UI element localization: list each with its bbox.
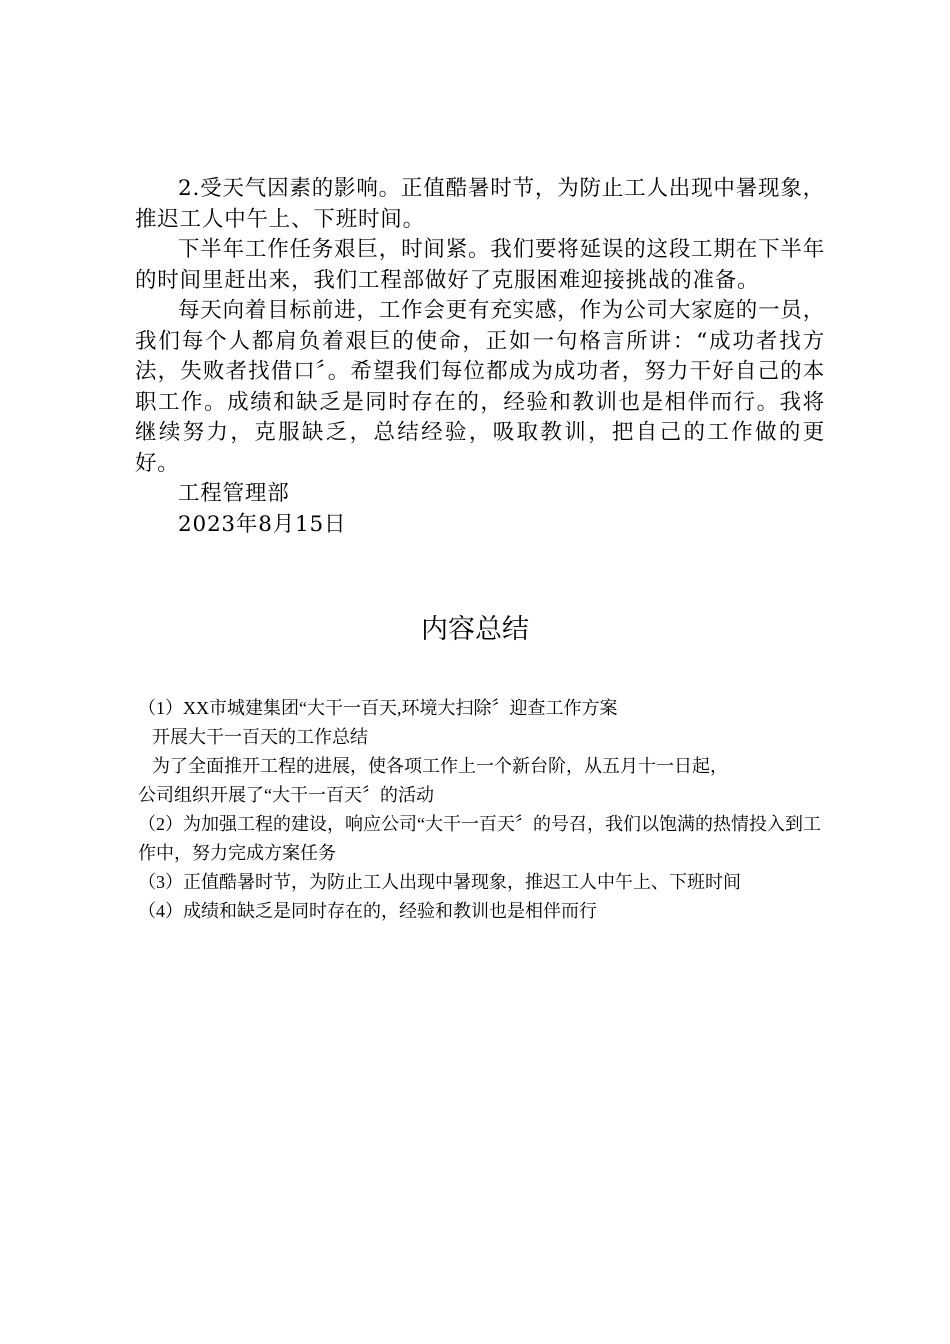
- signature-date: 2023年8月15日: [178, 511, 347, 537]
- summary-item-1-subtitle: 开展大干一百天的工作总结: [152, 727, 368, 747]
- paragraph-weather: 2.受天气因素的影响。正值酷暑时节，为防止工人出现中暑现象，推迟工人中午上、下班时间。: [135, 176, 825, 232]
- paragraph-second-half-plan: 下半年工作任务艰巨，时间紧。我们要将延误的这段工期在下半年的时间里赶出来，我们工程部做好了克服困难迎接挑战的准备。: [135, 237, 825, 293]
- report-body: [135, 174, 825, 540]
- summary-item-3: （3）正值酷暑时节，为防止工人出现中暑现象，推迟工人中午上、下班时间: [138, 872, 741, 892]
- summary-item-1-detail: 为了全面推开工程的进展，使各项工作上一个新台阶，从五月十一日起，: [152, 756, 728, 776]
- paragraph-closing: 每天向着目标前进，工作会更有充实感，作为公司大家庭的一员，我们每个人都肩负着艰巨的使命，正如一句格言所讲：“成功者找方法，失败者找借口〞。希望我们每位都成为成功者，努力干好自己的本职工作。成绩和缺乏是同时存在的，经验和教训也是相伴而行。我将继续努力，克服缺乏，总结经验，吸取教训，把自己的工作做的更好。: [135, 298, 825, 476]
- summary-item-4: （4）成绩和缺乏是同时存在的，经验和教训也是相伴而行: [138, 901, 597, 921]
- summary-item-1: （1）XX市城建集团“大干一百天,环境大扫除〞迎查工作方案: [138, 698, 618, 718]
- summary-item-2: （2）为加强工程的建设，响应公司“大干一百天〞的号召，我们以饱满的热情投入到工作中，努力完成方案任务: [138, 814, 821, 863]
- signature-department: 工程管理部: [178, 481, 290, 506]
- summary-item-1-detail-cont: 公司组织开展了“大干一百天〞的活动: [138, 785, 434, 805]
- summary-title: 内容总结: [421, 614, 529, 645]
- summary-list: [138, 694, 828, 926]
